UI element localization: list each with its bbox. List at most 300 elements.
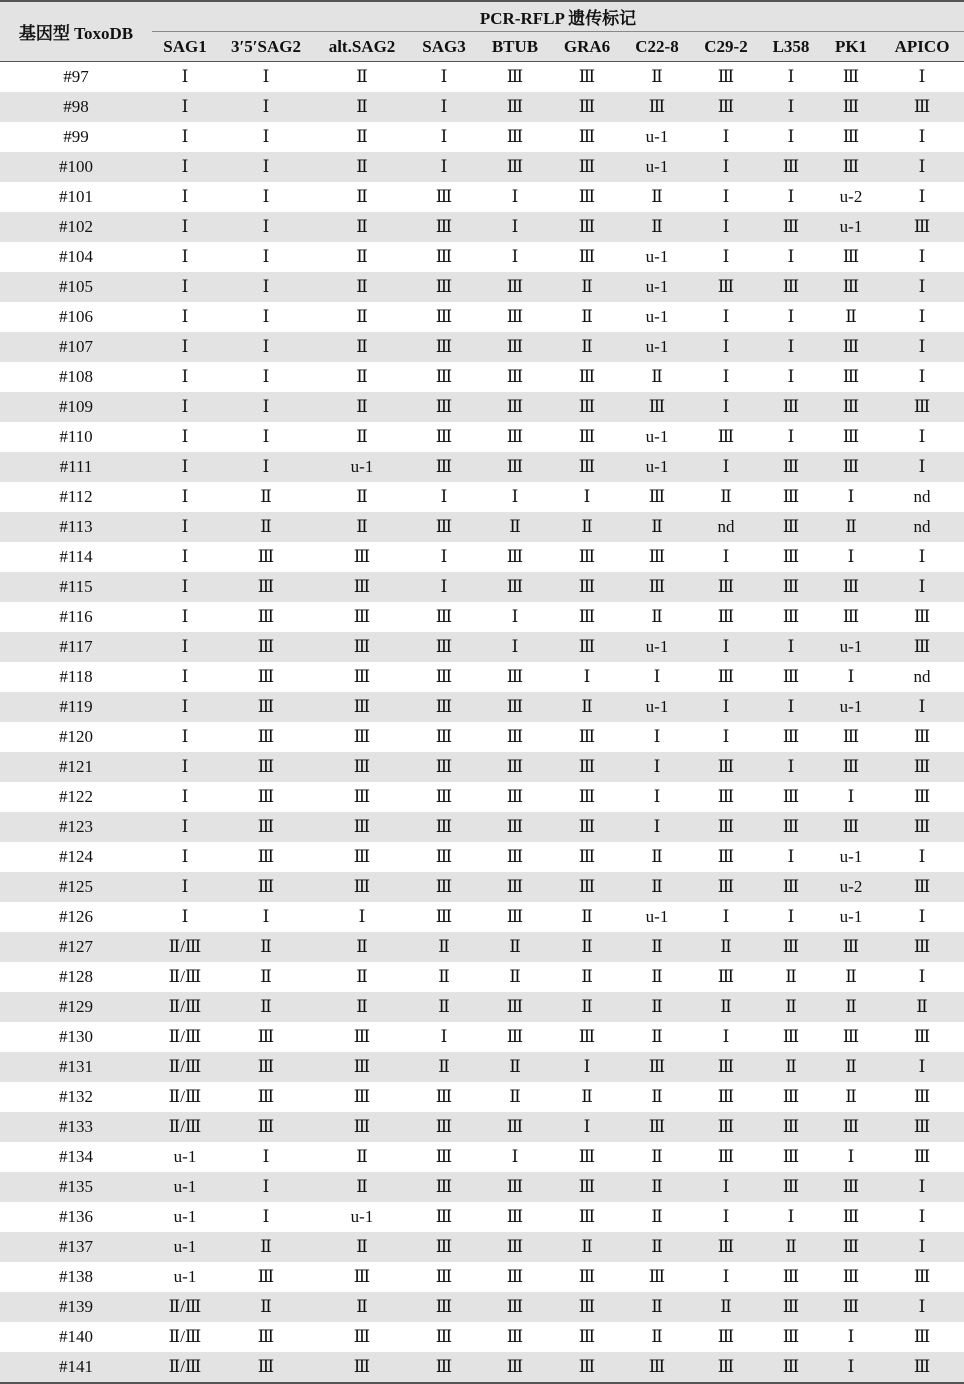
marker-cell: Ⅲ bbox=[717, 1327, 735, 1346]
marker-cell: Ⅰ bbox=[847, 487, 855, 506]
table-row bbox=[0, 962, 964, 992]
marker-cell: Ⅰ bbox=[722, 307, 730, 326]
marker-cell: Ⅱ bbox=[356, 67, 368, 86]
table-header bbox=[0, 1, 964, 62]
marker-cell: Ⅰ bbox=[181, 547, 189, 566]
marker-cell: Ⅲ bbox=[842, 727, 860, 746]
column-header: SAG3 bbox=[410, 32, 478, 62]
marker-cell: Ⅲ bbox=[257, 727, 275, 746]
marker-cell: Ⅱ bbox=[314, 332, 410, 362]
marker-cell: Ⅰ bbox=[880, 1172, 964, 1202]
marker-cell: Ⅲ bbox=[552, 152, 622, 182]
marker-cell: Ⅱ bbox=[314, 392, 410, 422]
marker-cell: Ⅱ/Ⅲ bbox=[168, 1087, 202, 1106]
marker-cell: Ⅰ bbox=[622, 752, 692, 782]
table-row bbox=[0, 212, 964, 242]
table-row bbox=[0, 152, 964, 182]
marker-cell: Ⅲ bbox=[622, 1112, 692, 1142]
marker-cell: u-1 bbox=[622, 632, 692, 662]
table-row bbox=[0, 872, 964, 902]
marker-cell: Ⅱ bbox=[314, 512, 410, 542]
marker-cell: Ⅲ bbox=[622, 1052, 692, 1082]
marker-cell: Ⅰ bbox=[152, 152, 218, 182]
marker-cell: Ⅰ bbox=[760, 692, 822, 722]
marker-cell: Ⅰ bbox=[722, 247, 730, 266]
genotype-id-cell: #106 bbox=[59, 307, 93, 326]
marker-cell: Ⅱ/Ⅲ bbox=[168, 1027, 202, 1046]
marker-cell: Ⅲ bbox=[410, 632, 478, 662]
table-row bbox=[0, 1112, 964, 1142]
marker-cell: Ⅲ bbox=[717, 1147, 735, 1166]
marker-cell: Ⅲ bbox=[478, 272, 552, 302]
marker-cell: u-2 bbox=[839, 187, 863, 206]
table-row bbox=[0, 1262, 964, 1292]
marker-cell: Ⅰ bbox=[181, 727, 189, 746]
marker-cell: Ⅲ bbox=[842, 1207, 860, 1226]
marker-cell: Ⅰ bbox=[181, 487, 189, 506]
marker-cell: Ⅰ bbox=[918, 307, 926, 326]
marker-cell: Ⅲ bbox=[578, 1147, 596, 1166]
marker-cell: Ⅲ bbox=[435, 247, 453, 266]
marker-cell: u-1 bbox=[645, 907, 669, 926]
marker-cell: Ⅲ bbox=[648, 487, 666, 506]
marker-cell: Ⅰ bbox=[787, 1207, 795, 1226]
genotype-id-cell: #115 bbox=[0, 572, 152, 602]
marker-cell: Ⅰ bbox=[218, 272, 314, 302]
marker-cell: Ⅱ bbox=[478, 1052, 552, 1082]
marker-cell: Ⅲ bbox=[578, 547, 596, 566]
marker-cell: Ⅱ bbox=[356, 247, 368, 266]
marker-cell: Ⅲ bbox=[782, 607, 800, 626]
genotype-id-cell: #125 bbox=[0, 872, 152, 902]
marker-cell: Ⅲ bbox=[622, 1352, 692, 1383]
table-row bbox=[0, 1142, 964, 1172]
marker-cell: Ⅱ bbox=[622, 992, 692, 1022]
marker-cell: Ⅰ bbox=[440, 547, 448, 566]
genotype-id-cell: #112 bbox=[59, 487, 93, 506]
marker-cell: Ⅲ bbox=[578, 787, 596, 806]
marker-cell: Ⅱ bbox=[314, 272, 410, 302]
marker-cell: Ⅲ bbox=[478, 752, 552, 782]
marker-cell: Ⅰ bbox=[692, 692, 760, 722]
marker-cell: Ⅱ bbox=[720, 487, 732, 506]
marker-cell: Ⅱ bbox=[438, 967, 450, 986]
marker-cell: Ⅲ bbox=[880, 1112, 964, 1142]
marker-cell: Ⅲ bbox=[913, 727, 931, 746]
marker-cell: Ⅰ bbox=[918, 187, 926, 206]
table-row bbox=[0, 512, 964, 542]
column-header: PK1 bbox=[822, 32, 880, 62]
marker-cell: Ⅲ bbox=[552, 632, 622, 662]
marker-cell: Ⅲ bbox=[552, 92, 622, 122]
marker-cell: Ⅱ bbox=[822, 1052, 880, 1082]
marker-cell: Ⅱ bbox=[410, 932, 478, 962]
table-row bbox=[0, 1172, 964, 1202]
marker-cell: Ⅰ bbox=[152, 512, 218, 542]
marker-cell: u-1 bbox=[622, 692, 692, 722]
table-row bbox=[0, 92, 964, 122]
table-row bbox=[0, 752, 964, 782]
marker-cell: Ⅲ bbox=[478, 1232, 552, 1262]
table-row bbox=[0, 662, 964, 692]
table-row bbox=[0, 932, 964, 962]
marker-cell: u-1 bbox=[173, 1267, 197, 1286]
marker-cell: Ⅰ bbox=[262, 127, 270, 146]
marker-cell: u-1 bbox=[152, 1232, 218, 1262]
marker-cell: Ⅰ bbox=[262, 307, 270, 326]
table-row bbox=[0, 1322, 964, 1352]
marker-cell: Ⅲ bbox=[913, 787, 931, 806]
genotype-id-cell: #101 bbox=[59, 187, 93, 206]
marker-cell: Ⅰ bbox=[847, 547, 855, 566]
marker-cell: Ⅰ bbox=[440, 67, 448, 86]
marker-cell: Ⅰ bbox=[152, 752, 218, 782]
marker-cell: Ⅱ bbox=[845, 967, 857, 986]
marker-cell: Ⅱ bbox=[552, 332, 622, 362]
marker-cell: u-1 bbox=[152, 1172, 218, 1202]
marker-cell: Ⅲ bbox=[717, 787, 735, 806]
marker-cell: Ⅲ bbox=[822, 1172, 880, 1202]
marker-cell: Ⅰ bbox=[653, 787, 661, 806]
marker-cell: Ⅰ bbox=[152, 572, 218, 602]
marker-cell: Ⅰ bbox=[152, 212, 218, 242]
marker-cell: u-1 bbox=[622, 272, 692, 302]
marker-cell: Ⅰ bbox=[181, 787, 189, 806]
marker-cell: Ⅰ bbox=[440, 1027, 448, 1046]
marker-cell: Ⅲ bbox=[478, 872, 552, 902]
marker-cell: Ⅱ bbox=[651, 847, 663, 866]
table-row bbox=[0, 542, 964, 572]
marker-cell: Ⅰ bbox=[787, 307, 795, 326]
marker-cell: Ⅰ bbox=[511, 187, 519, 206]
marker-cell: Ⅲ bbox=[822, 392, 880, 422]
marker-cell: Ⅰ bbox=[787, 427, 795, 446]
marker-cell: Ⅱ bbox=[314, 1232, 410, 1262]
marker-cell: Ⅱ bbox=[581, 307, 593, 326]
marker-cell: Ⅲ bbox=[842, 1027, 860, 1046]
marker-cell: Ⅲ bbox=[353, 1087, 371, 1106]
marker-cell: Ⅱ bbox=[692, 932, 760, 962]
marker-cell: Ⅰ bbox=[787, 247, 795, 266]
table-row bbox=[0, 1352, 964, 1383]
marker-cell: Ⅱ bbox=[552, 692, 622, 722]
marker-cell: Ⅰ bbox=[410, 92, 478, 122]
table-row bbox=[0, 482, 964, 512]
marker-cell: Ⅰ bbox=[918, 367, 926, 386]
genotype-id-cell: #121 bbox=[0, 752, 152, 782]
genotype-id-cell: #113 bbox=[0, 512, 152, 542]
marker-cell: Ⅰ bbox=[722, 1207, 730, 1226]
marker-cell: Ⅲ bbox=[717, 667, 735, 686]
marker-cell: Ⅲ bbox=[578, 1207, 596, 1226]
marker-cell: Ⅰ bbox=[478, 632, 552, 662]
marker-cell: Ⅲ bbox=[506, 667, 524, 686]
marker-cell: Ⅲ bbox=[648, 1267, 666, 1286]
marker-cell: Ⅲ bbox=[314, 1112, 410, 1142]
genotype-id-cell: #117 bbox=[0, 632, 152, 662]
marker-cell: Ⅰ bbox=[262, 187, 270, 206]
marker-cell: Ⅲ bbox=[782, 1027, 800, 1046]
marker-cell: Ⅱ bbox=[651, 1027, 663, 1046]
marker-cell: Ⅰ bbox=[262, 367, 270, 386]
table-body bbox=[0, 62, 964, 1384]
marker-cell: Ⅲ bbox=[435, 367, 453, 386]
marker-cell: Ⅲ bbox=[880, 632, 964, 662]
marker-cell: Ⅲ bbox=[552, 392, 622, 422]
marker-cell: Ⅰ bbox=[511, 487, 519, 506]
marker-cell: Ⅰ bbox=[653, 727, 661, 746]
marker-cell: Ⅲ bbox=[478, 1352, 552, 1383]
marker-cell: Ⅲ bbox=[410, 512, 478, 542]
column-header: SAG1 bbox=[152, 32, 218, 62]
marker-cell: Ⅰ bbox=[218, 452, 314, 482]
marker-cell: u-1 bbox=[839, 907, 863, 926]
marker-cell: Ⅲ bbox=[822, 572, 880, 602]
marker-cell: Ⅲ bbox=[552, 1172, 622, 1202]
marker-cell: Ⅲ bbox=[760, 872, 822, 902]
marker-cell: Ⅲ bbox=[822, 332, 880, 362]
genotype-id-cell: #114 bbox=[59, 547, 93, 566]
marker-cell: Ⅰ bbox=[722, 367, 730, 386]
marker-cell: Ⅲ bbox=[842, 427, 860, 446]
marker-cell: Ⅱ/Ⅲ bbox=[152, 932, 218, 962]
marker-cell: Ⅲ bbox=[478, 392, 552, 422]
marker-cell: Ⅰ bbox=[410, 572, 478, 602]
marker-cell: Ⅲ bbox=[478, 1172, 552, 1202]
marker-cell: Ⅱ bbox=[622, 1232, 692, 1262]
marker-cell: Ⅲ bbox=[782, 1147, 800, 1166]
marker-cell: Ⅲ bbox=[410, 872, 478, 902]
marker-cell: Ⅲ bbox=[435, 727, 453, 746]
marker-cell: Ⅲ bbox=[842, 127, 860, 146]
table-row bbox=[0, 782, 964, 812]
marker-cell: Ⅲ bbox=[314, 872, 410, 902]
marker-cell: Ⅰ bbox=[692, 212, 760, 242]
marker-cell: Ⅲ bbox=[880, 812, 964, 842]
genotype-id-cell: #135 bbox=[0, 1172, 152, 1202]
marker-cell: Ⅲ bbox=[506, 847, 524, 866]
marker-cell: nd bbox=[913, 487, 931, 506]
marker-cell: Ⅰ bbox=[692, 632, 760, 662]
marker-cell: Ⅱ bbox=[622, 212, 692, 242]
marker-cell: Ⅲ bbox=[782, 727, 800, 746]
marker-cell: Ⅲ bbox=[506, 307, 524, 326]
marker-cell: Ⅰ bbox=[787, 127, 795, 146]
marker-cell: Ⅰ bbox=[787, 187, 795, 206]
marker-cell: Ⅲ bbox=[622, 92, 692, 122]
marker-cell: Ⅰ bbox=[653, 667, 661, 686]
marker-cell: Ⅲ bbox=[842, 1267, 860, 1286]
marker-cell: Ⅲ bbox=[692, 1352, 760, 1383]
genotype-id-cell: #110 bbox=[59, 427, 93, 446]
marker-cell: u-2 bbox=[822, 872, 880, 902]
marker-cell: Ⅲ bbox=[692, 1052, 760, 1082]
marker-cell: Ⅲ bbox=[478, 692, 552, 722]
marker-cell: Ⅱ bbox=[622, 1172, 692, 1202]
marker-cell: Ⅲ bbox=[506, 787, 524, 806]
marker-cell: Ⅲ bbox=[692, 752, 760, 782]
marker-cell: Ⅰ bbox=[880, 1292, 964, 1322]
marker-cell: Ⅰ bbox=[181, 667, 189, 686]
marker-cell: Ⅲ bbox=[410, 452, 478, 482]
marker-cell: Ⅲ bbox=[410, 1352, 478, 1383]
genotype-id-cell: #141 bbox=[0, 1352, 152, 1383]
marker-cell: Ⅲ bbox=[880, 932, 964, 962]
marker-cell: Ⅱ/Ⅲ bbox=[152, 1052, 218, 1082]
genotype-id-cell: #122 bbox=[59, 787, 93, 806]
marker-cell: Ⅱ bbox=[410, 1052, 478, 1082]
marker-cell: Ⅱ bbox=[651, 1327, 663, 1346]
marker-cell: Ⅰ bbox=[262, 907, 270, 926]
marker-cell: Ⅱ bbox=[651, 367, 663, 386]
genotype-id-cell: #111 bbox=[0, 452, 152, 482]
marker-cell: Ⅱ bbox=[692, 1292, 760, 1322]
marker-cell: Ⅲ bbox=[578, 1267, 596, 1286]
marker-cell: Ⅲ bbox=[717, 967, 735, 986]
marker-cell: u-1 bbox=[645, 127, 669, 146]
marker-cell: Ⅲ bbox=[478, 152, 552, 182]
marker-cell: Ⅲ bbox=[435, 307, 453, 326]
genotype-id-cell: #120 bbox=[59, 727, 93, 746]
genotype-id-cell: #116 bbox=[59, 607, 93, 626]
marker-cell: Ⅲ bbox=[760, 392, 822, 422]
marker-cell: Ⅱ bbox=[410, 992, 478, 1022]
table-row bbox=[0, 362, 964, 392]
marker-cell: Ⅲ bbox=[257, 787, 275, 806]
marker-cell: Ⅲ bbox=[648, 547, 666, 566]
marker-cell: Ⅲ bbox=[552, 872, 622, 902]
marker-cell: Ⅰ bbox=[262, 1147, 270, 1166]
marker-cell: Ⅲ bbox=[314, 572, 410, 602]
marker-cell: Ⅰ bbox=[822, 1352, 880, 1383]
marker-cell: Ⅲ bbox=[435, 1267, 453, 1286]
genotype-id-cell: #124 bbox=[59, 847, 93, 866]
marker-cell: Ⅱ/Ⅲ bbox=[152, 992, 218, 1022]
marker-cell: Ⅲ bbox=[760, 152, 822, 182]
marker-cell: u-1 bbox=[822, 212, 880, 242]
marker-cell: Ⅲ bbox=[353, 1027, 371, 1046]
marker-cell: Ⅲ bbox=[435, 1207, 453, 1226]
marker-cell: Ⅰ bbox=[692, 452, 760, 482]
marker-cell: Ⅰ bbox=[181, 307, 189, 326]
genotype-id-cell: #109 bbox=[0, 392, 152, 422]
column-header: alt.SAG2 bbox=[314, 32, 410, 62]
marker-cell: Ⅱ bbox=[356, 187, 368, 206]
marker-cell: Ⅱ bbox=[622, 512, 692, 542]
genotype-id-cell: #102 bbox=[0, 212, 152, 242]
marker-cell: Ⅱ/Ⅲ bbox=[152, 1112, 218, 1142]
marker-cell: Ⅰ bbox=[722, 727, 730, 746]
marker-cell: Ⅲ bbox=[506, 127, 524, 146]
marker-group-header: PCR-RFLP 遗传标记 bbox=[152, 1, 964, 32]
marker-cell: Ⅰ bbox=[918, 847, 926, 866]
marker-cell: Ⅰ bbox=[511, 607, 519, 626]
marker-cell: Ⅱ/Ⅲ bbox=[152, 1292, 218, 1322]
marker-cell: Ⅱ bbox=[356, 307, 368, 326]
marker-cell: Ⅲ bbox=[353, 1267, 371, 1286]
marker-cell: u-1 bbox=[622, 152, 692, 182]
marker-cell: Ⅲ bbox=[478, 452, 552, 482]
table-row bbox=[0, 692, 964, 722]
marker-cell: u-1 bbox=[173, 1147, 197, 1166]
marker-cell: Ⅲ bbox=[622, 392, 692, 422]
marker-cell: Ⅲ bbox=[218, 1052, 314, 1082]
marker-cell: Ⅰ bbox=[918, 427, 926, 446]
marker-cell: Ⅲ bbox=[913, 1027, 931, 1046]
marker-cell: u-1 bbox=[645, 307, 669, 326]
genotype-id-cell: #100 bbox=[0, 152, 152, 182]
table-row bbox=[0, 1022, 964, 1052]
marker-cell: Ⅲ bbox=[218, 872, 314, 902]
marker-cell: Ⅲ bbox=[478, 92, 552, 122]
marker-cell: Ⅱ bbox=[760, 992, 822, 1022]
table-row bbox=[0, 332, 964, 362]
marker-cell: Ⅲ bbox=[435, 847, 453, 866]
marker-cell: Ⅰ bbox=[152, 272, 218, 302]
marker-cell: Ⅱ/Ⅲ bbox=[168, 967, 202, 986]
marker-cell: Ⅲ bbox=[552, 812, 622, 842]
marker-cell: Ⅲ bbox=[410, 272, 478, 302]
marker-cell: Ⅰ bbox=[511, 1147, 519, 1166]
marker-cell: Ⅱ bbox=[314, 932, 410, 962]
marker-cell: Ⅲ bbox=[257, 667, 275, 686]
marker-cell: u-1 bbox=[314, 452, 410, 482]
marker-cell: Ⅱ bbox=[509, 1087, 521, 1106]
marker-cell: Ⅲ bbox=[435, 1327, 453, 1346]
genotype-id-cell: #104 bbox=[59, 247, 93, 266]
marker-cell: Ⅲ bbox=[717, 607, 735, 626]
marker-cell: Ⅲ bbox=[552, 212, 622, 242]
table-row bbox=[0, 602, 964, 632]
genotype-id-cell: #139 bbox=[0, 1292, 152, 1322]
marker-cell: Ⅲ bbox=[506, 367, 524, 386]
marker-cell: Ⅲ bbox=[410, 392, 478, 422]
marker-cell: Ⅲ bbox=[760, 572, 822, 602]
genotype-id-cell: #108 bbox=[59, 367, 93, 386]
marker-cell: Ⅲ bbox=[578, 847, 596, 866]
marker-cell: Ⅰ bbox=[760, 752, 822, 782]
marker-cell: Ⅲ bbox=[353, 787, 371, 806]
marker-cell: Ⅱ bbox=[478, 512, 552, 542]
marker-cell: Ⅲ bbox=[842, 607, 860, 626]
marker-cell: Ⅲ bbox=[218, 632, 314, 662]
table-row bbox=[0, 842, 964, 872]
marker-cell: Ⅲ bbox=[314, 692, 410, 722]
marker-cell: Ⅱ bbox=[552, 932, 622, 962]
table-row bbox=[0, 722, 964, 752]
genotype-id-cell: #133 bbox=[0, 1112, 152, 1142]
marker-cell: Ⅰ bbox=[410, 152, 478, 182]
marker-cell: Ⅲ bbox=[760, 512, 822, 542]
marker-cell: Ⅰ bbox=[622, 812, 692, 842]
marker-cell: Ⅲ bbox=[782, 1267, 800, 1286]
genotype-id-cell: #134 bbox=[59, 1147, 93, 1166]
marker-cell: Ⅲ bbox=[760, 1292, 822, 1322]
genotype-id-cell: #99 bbox=[63, 127, 89, 146]
marker-cell: Ⅰ bbox=[847, 1147, 855, 1166]
marker-cell: nd bbox=[880, 512, 964, 542]
marker-cell: Ⅰ bbox=[760, 332, 822, 362]
marker-cell: Ⅲ bbox=[353, 547, 371, 566]
marker-cell: Ⅲ bbox=[782, 1087, 800, 1106]
genotype-id-cell: #140 bbox=[59, 1327, 93, 1346]
marker-cell: Ⅰ bbox=[918, 247, 926, 266]
marker-cell: Ⅱ bbox=[692, 992, 760, 1022]
marker-cell: Ⅱ bbox=[509, 967, 521, 986]
marker-cell: Ⅲ bbox=[842, 247, 860, 266]
marker-cell: Ⅲ bbox=[760, 212, 822, 242]
marker-cell: Ⅲ bbox=[880, 92, 964, 122]
